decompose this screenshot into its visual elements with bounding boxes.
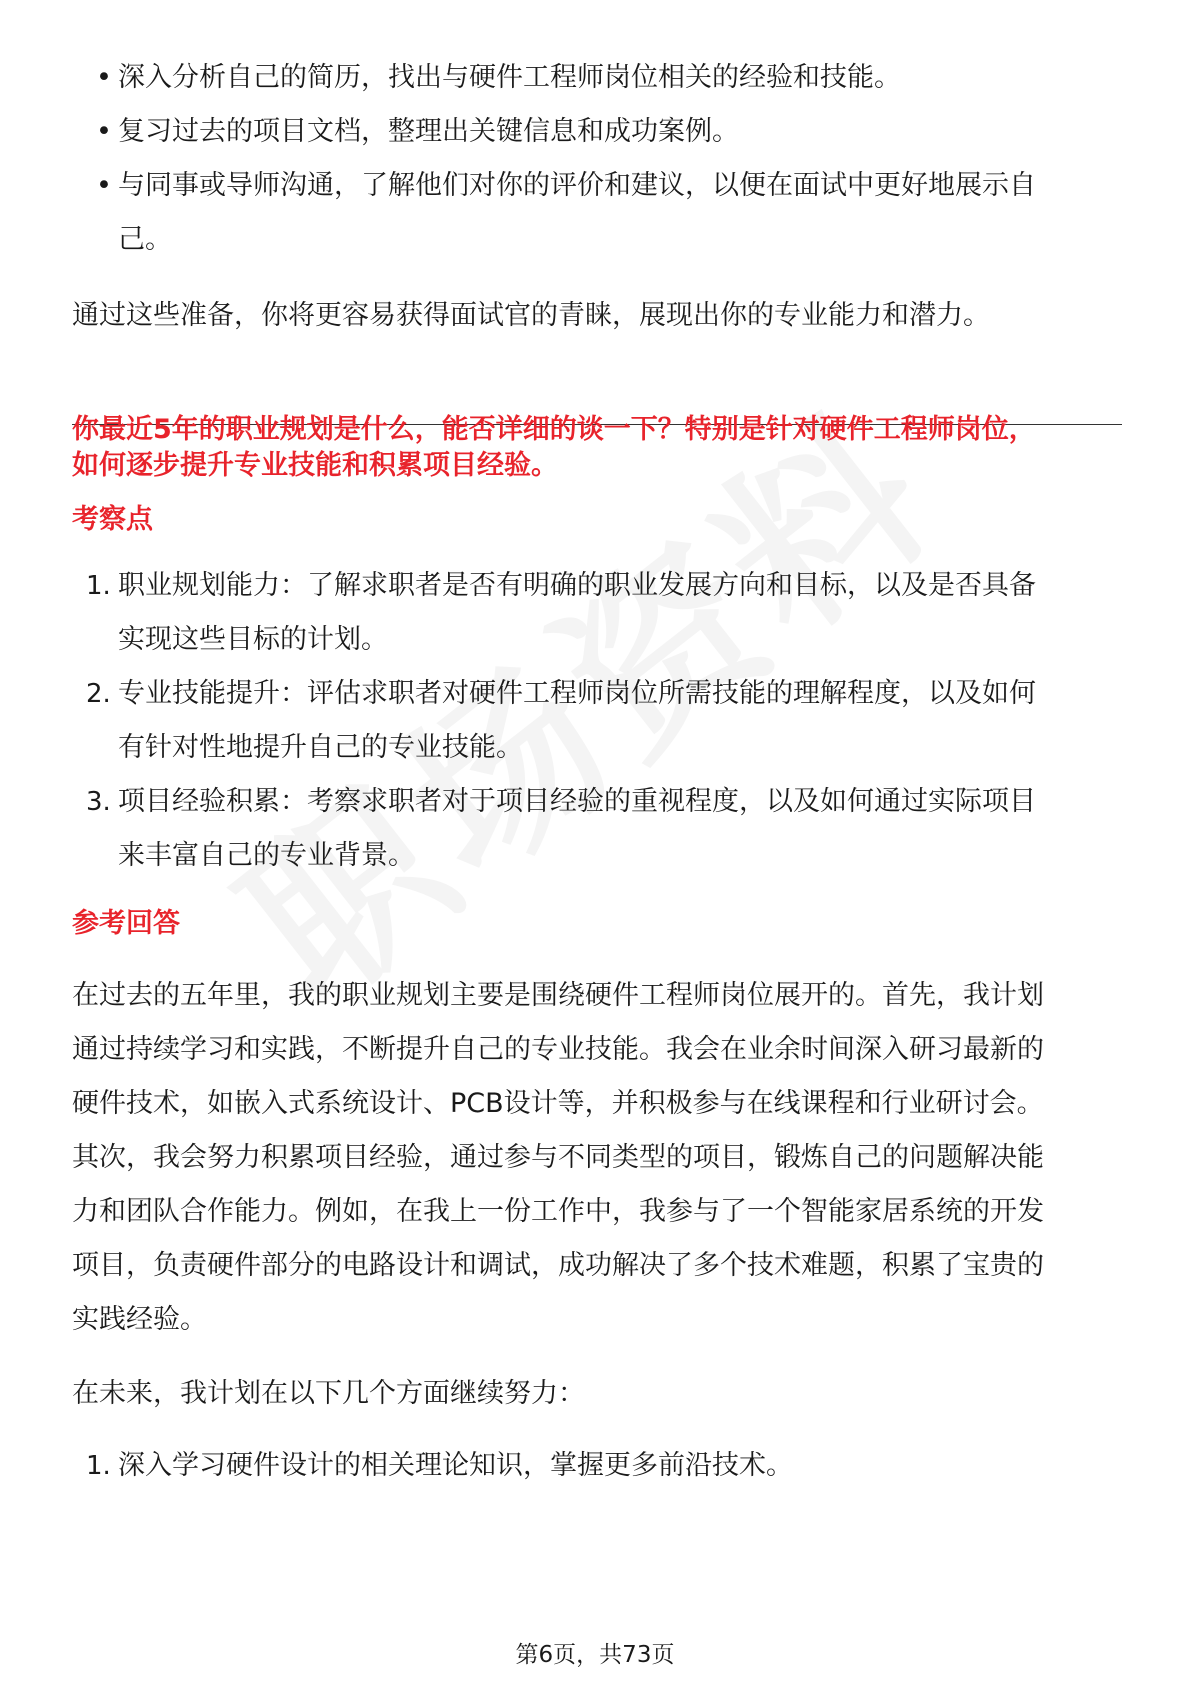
list-item-continuation: 有针对性地提升自己的专业技能。 — [118, 732, 523, 763]
question-title-continuation: 如何逐步提升专业技能和积累项目经验。 — [72, 450, 558, 481]
bullet-dot: • — [96, 116, 112, 147]
list-number: 2. — [86, 679, 111, 709]
summary-paragraph: 通过这些准备，你将更容易获得面试官的青睐，展现出你的专业能力和潜力。 — [72, 300, 990, 331]
bullet-dot: • — [96, 62, 112, 93]
bullet-dot: • — [96, 170, 112, 201]
answer-line: 项目，负责硬件部分的电路设计和调试，成功解决了多个技术难题，积累了宝贵的 — [72, 1250, 1044, 1281]
answer-line: 硬件技术，如嵌入式系统设计、PCB设计等，并积极参与在线课程和行业研讨会。 — [72, 1088, 1044, 1119]
answer-line: 力和团队合作能力。例如，在我上一份工作中，我参与了一个智能家居系统的开发 — [72, 1196, 1044, 1227]
list-number: 3. — [86, 787, 111, 817]
bullet-item-continuation: 己。 — [118, 224, 172, 255]
section-heading-evaluation: 考察点 — [72, 504, 153, 535]
bullet-item: 深入分析自己的简历，找出与硬件工程师岗位相关的经验和技能。 — [118, 62, 901, 93]
answer-line: 实践经验。 — [72, 1304, 207, 1335]
list-item: 职业规划能力：了解求职者是否有明确的职业发展方向和目标，以及是否具备 — [118, 570, 1036, 601]
list-item: 深入学习硬件设计的相关理论知识，掌握更多前沿技术。 — [118, 1450, 793, 1481]
bullet-item: 复习过去的项目文档，整理出关键信息和成功案例。 — [118, 116, 739, 147]
bullet-item: 与同事或导师沟通，了解他们对你的评价和建议，以便在面试中更好地展示自 — [118, 170, 1036, 201]
question-title: 你最近5年的职业规划是什么，能否详细的谈一下？特别是针对硬件工程师岗位， — [72, 414, 1036, 445]
future-intro: 在未来，我计划在以下几个方面继续努力： — [72, 1378, 585, 1409]
list-item: 项目经验积累：考察求职者对于项目经验的重视程度，以及如何通过实际项目 — [118, 786, 1036, 817]
answer-line: 通过持续学习和实践，不断提升自己的专业技能。我会在业余时间深入研习最新的 — [72, 1034, 1044, 1065]
list-item: 专业技能提升：评估求职者对硬件工程师岗位所需技能的理解程度，以及如何 — [118, 678, 1036, 709]
answer-line: 在过去的五年里，我的职业规划主要是围绕硬件工程师岗位展开的。首先，我计划 — [72, 980, 1044, 1011]
list-item-continuation: 来丰富自己的专业背景。 — [118, 840, 415, 871]
section-heading-answer: 参考回答 — [72, 908, 180, 939]
answer-line: 其次，我会努力积累项目经验，通过参与不同类型的项目，锻炼自己的问题解决能 — [72, 1142, 1044, 1173]
list-number: 1. — [86, 1451, 111, 1481]
page-footer: 第6页，共73页 — [515, 1642, 675, 1668]
list-item-continuation: 实现这些目标的计划。 — [118, 624, 388, 655]
list-number: 1. — [86, 571, 111, 601]
